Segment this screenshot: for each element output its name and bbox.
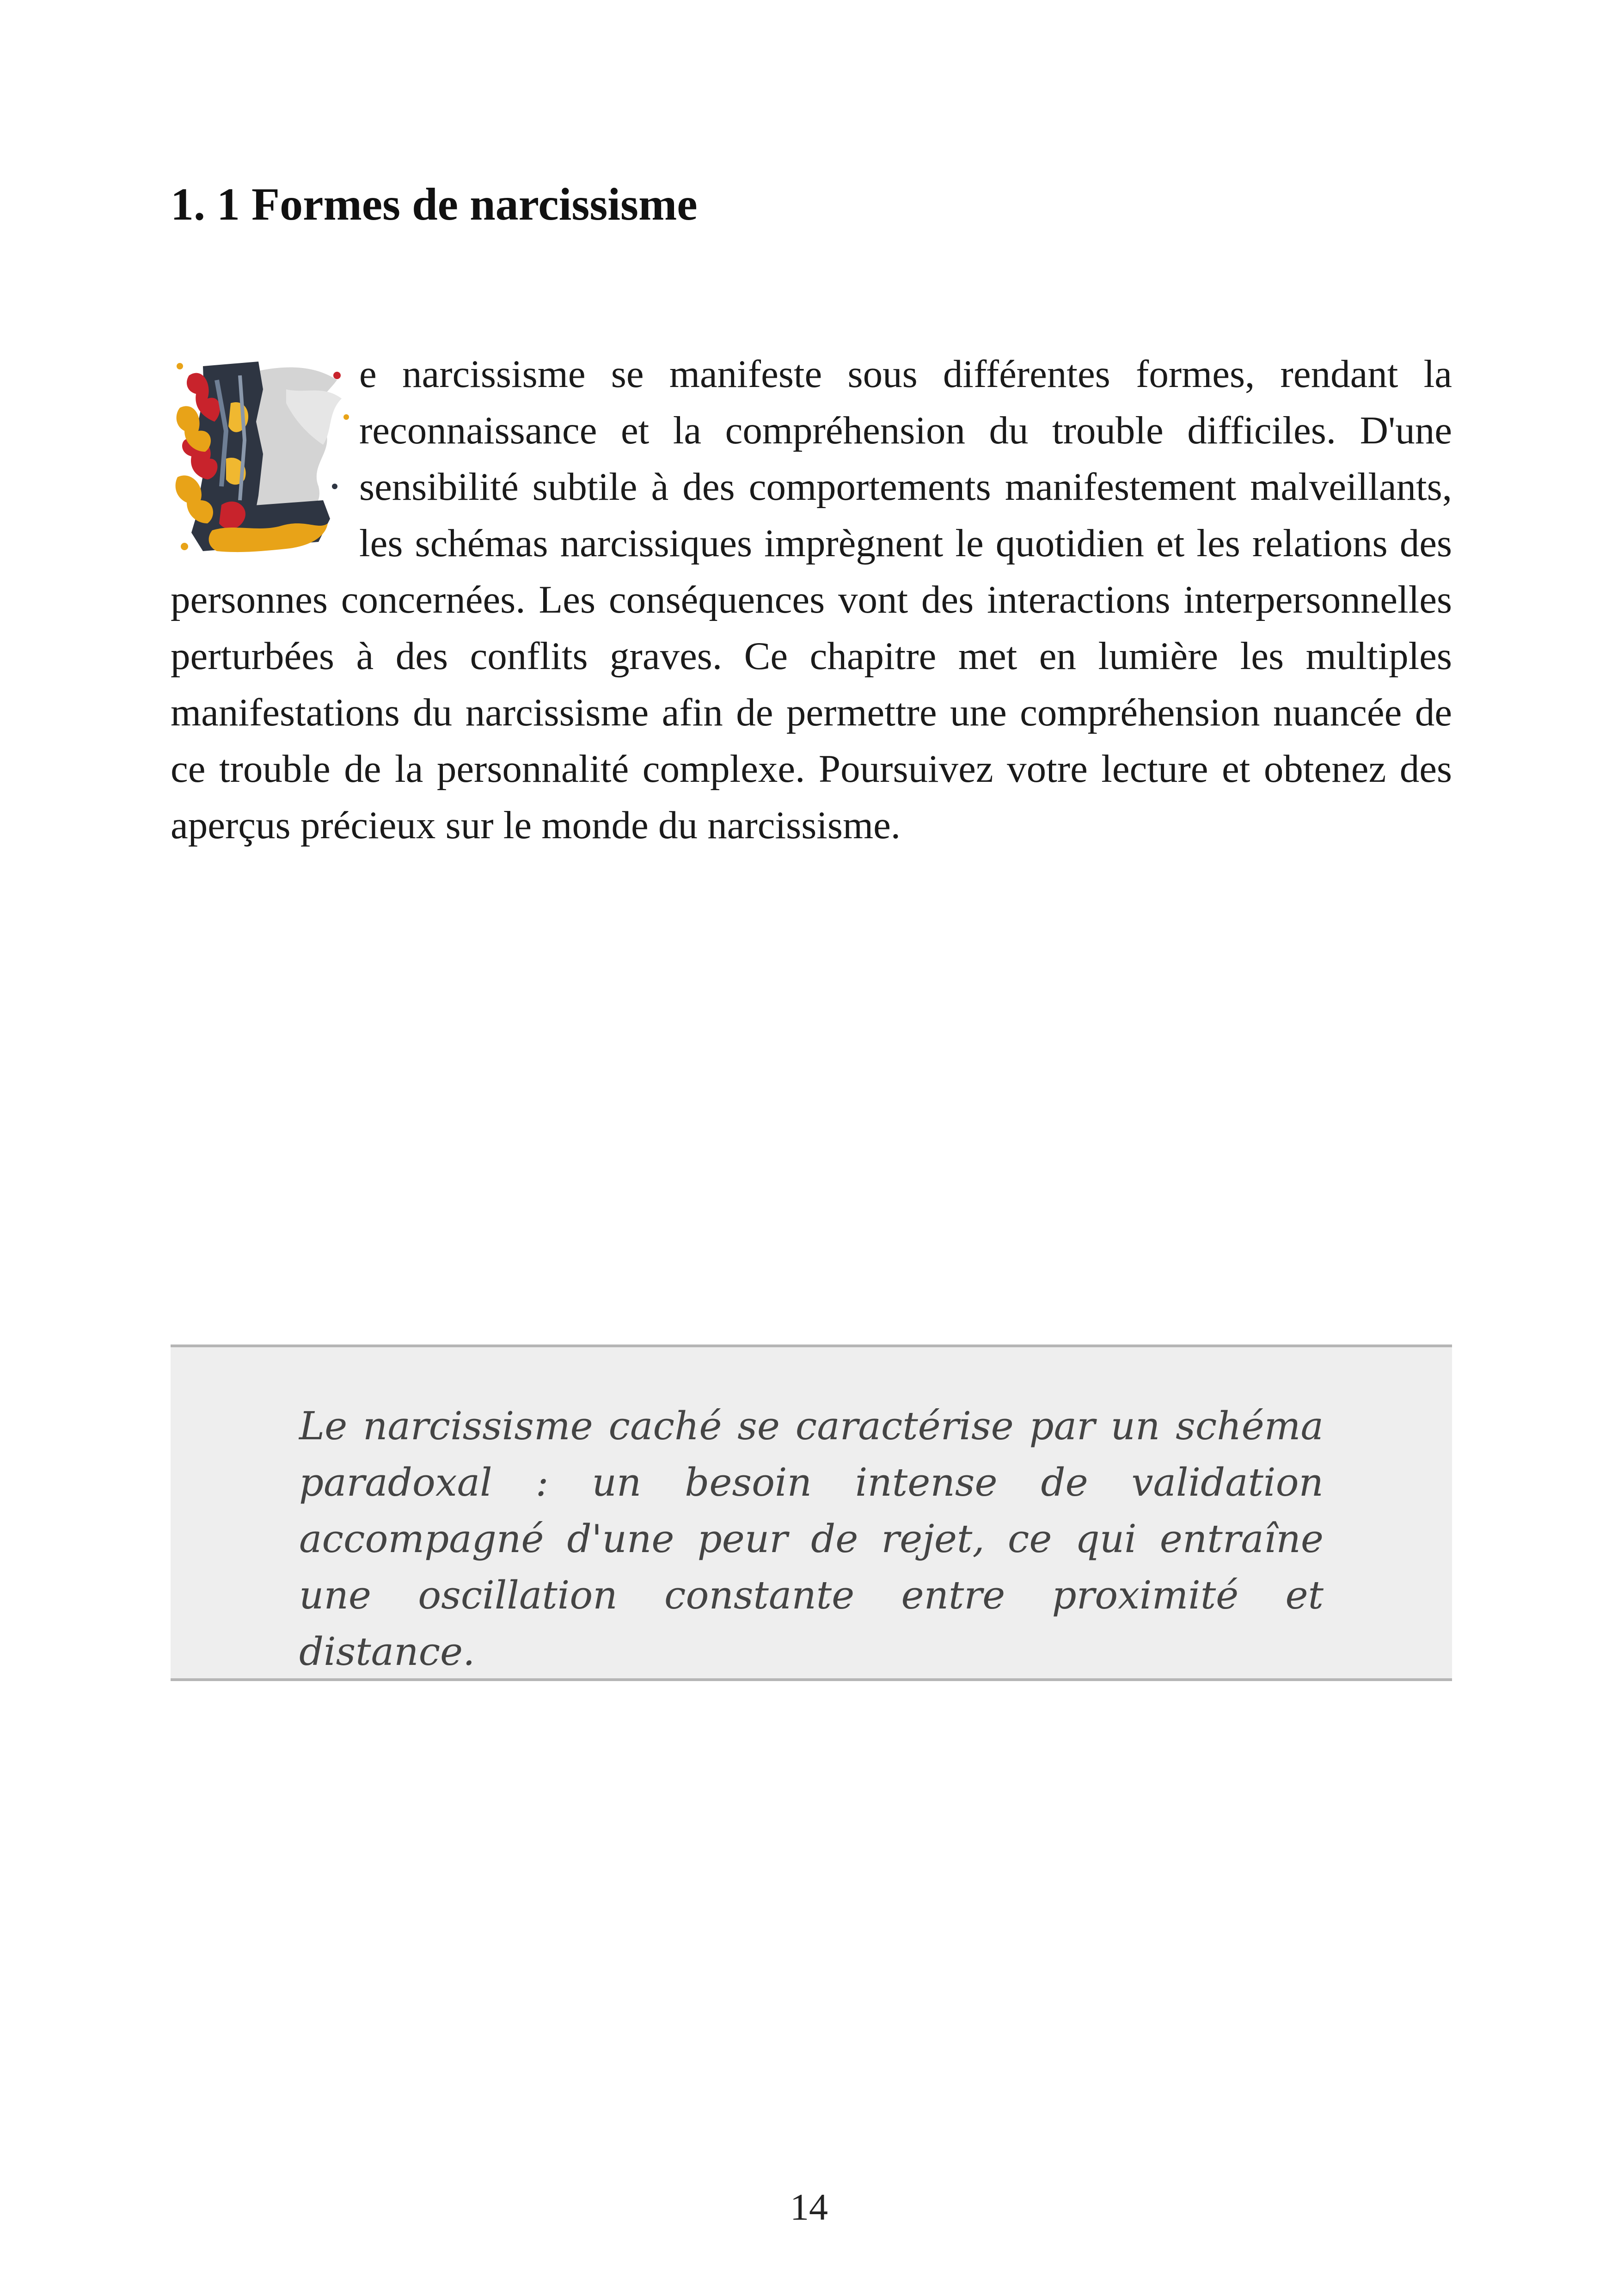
callout-box	[171, 1344, 1452, 1681]
intro-text: e narcissisme se manifeste sous différentes formes, rendant la reconnaissance et la compréhension du trouble difficiles. D'une sensibilité subtile à des comportements manifestement malveillants, les schémas narcissiques imprègnent le quotidien et les relations des personnes concernées. Les conséquences vont des interactions interpersonnelles perturbées à des conflits graves. Ce chapitre met en lumière les multiples manifestations du narcissisme afin de permettre une compréhension nuancée de ce trouble de la personnalité complexe. Poursuivez votre lecture et obtenez des aperçus précieux sur le monde du narcissisme.	[171, 352, 1452, 847]
dropcap-letter-image	[171, 348, 359, 565]
section-title: 1. 1 Formes de narcissisme	[171, 178, 698, 230]
page-number: 14	[790, 2186, 828, 2228]
callout-text: Le narcissisme caché se caractérise par un schéma paradoxal : un besoin intense de validation accompagné d'une peur de rejet, ce qui entraîne une oscillation constante entre proximité et distance.	[299, 1404, 1324, 1674]
intro-paragraph	[171, 346, 1452, 853]
